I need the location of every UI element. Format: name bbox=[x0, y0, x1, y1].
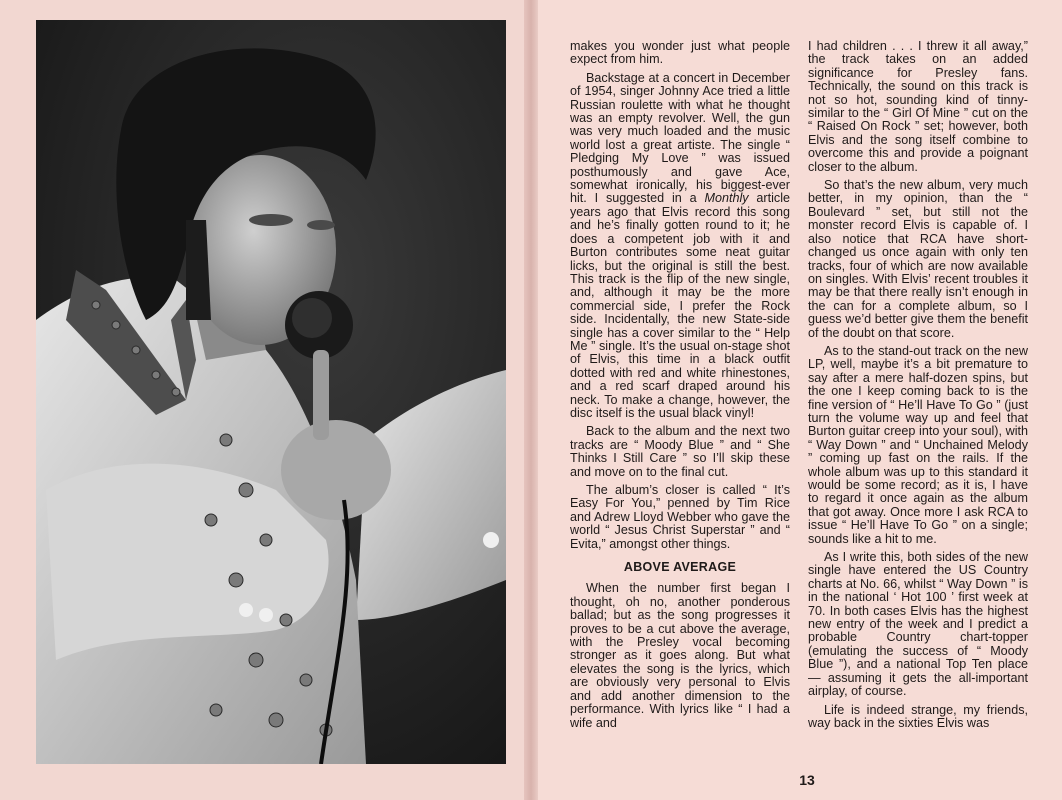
paragraph: makes you wonder just what people expect from him. bbox=[570, 39, 790, 67]
paragraph: Back to the album and the next two tracks are “ Moody Blue ” and “ She Thinks I Still Care ” so I’ll skip these and move on to the final cut. bbox=[570, 424, 790, 479]
paragraph: Life is indeed strange, my friends, way back in the sixties Elvis was bbox=[808, 702, 1028, 730]
text-column-1 bbox=[570, 40, 790, 730]
paragraph-text: Backstage at a concert in December of 1954, singer Johnny Ace tried a little Russian roulette with what he thought was an empty revolver. Well, the gun was very much loaded and the music world lost a great artiste. The single “ Pledging My Love ” was issued posthumously and gave Ace, somewhat ironically, his biggest-ever hit. I suggested in a bbox=[570, 70, 790, 206]
section-heading: ABOVE AVERAGE bbox=[623, 560, 737, 575]
emphasis-text: Monthly bbox=[704, 191, 749, 206]
paragraph-text: article years ago that Elvis record this song and he’s finally gotten round to it; he does a competent job with it and Burton contributes some neat guitar licks, but the original is still the best. This track is the flip of the new single, and, although it may be the more commercial side, I prefer the Rock side. Incidentally, the new State-side single has a cover similar to the “ Help Me ” single. It’s the usual on-stage shot of Elvis, this time in a black outfit dotted with red and white rhinestones, and a red scarf draped around his neck. To make a change, however, the disc itself is the usual black vinyl! bbox=[570, 191, 791, 420]
paragraph bbox=[570, 72, 790, 421]
left-page bbox=[0, 0, 528, 800]
page-number: 13 bbox=[799, 772, 815, 788]
binding-gutter bbox=[524, 0, 538, 800]
paragraph: As I write this, both sides of the new single have entered the US Country charts at No. 66, whilst “ Way Down ” is in the national ‘ Hot 100 ’ first week at 70. In both cases Elvis has the highest new entry of the week and I predict a probable Country chart-topper (emulating the success of “ Moody Blue ”), and a national Top Ten place — assuming it gets the all-important airplay, of course. bbox=[808, 550, 1028, 699]
elvis-photo-illustration bbox=[36, 20, 506, 764]
paragraph: I had children . . . I threw it all away,” the track takes on an added significance for Presley fans. Technically, the sound on this track is not so hot, sounding kind of tinny-similar to the “ Girl Of Mine ” cut on the “ Raised On Rock ” set; however, both Elvis and the song itself combine to overcome this and provide a poignant closer to the album. bbox=[808, 39, 1028, 174]
text-column-2 bbox=[808, 40, 1028, 730]
paragraph: As to the stand-out track on the new LP, well, maybe it’s a bit premature to say after a mere half-dozen spins, but the one I keep coming back to is the fine version of “ He’ll Have To Go ” (just turn the volume way up and feel that Burton guitar creep into your soul), with “ Way Down ” and “ Unchained Melody ” coming up fast on the rails. If the whole album was up to this standard it would be some record; as it is, I have to regard it once again as the album that got away. Once more I ask RCA to issue “ He’ll Have To Go ” on a single; sounds like a hit to me. bbox=[808, 343, 1028, 546]
paragraph: When the number first began I thought, oh no, another ponderous ballad; but as the song progresses it proves to be a cut above the average, with the Presley vocal becoming stronger as it goes along. But what elevates the song is the lyrics, which are obviously very personal to Elvis and add another dimension to the performance. With lyrics like “ I had a wife and bbox=[570, 581, 790, 730]
concert-photo bbox=[36, 20, 506, 764]
paragraph: The album’s closer is called “ It’s Easy For You,” penned by Tim Rice and Adrew Lloyd Webber who gave the world “ Jesus Christ Superstar ” and “ Evita,” amongst other things. bbox=[570, 483, 790, 551]
paragraph: So that’s the new album, very much better, in my opinion, than the “ Boulevard ” set, but still not the monster record Elvis is capable of. I also notice that RCA have short-changed us once again with only ten tracks, four of which are now available on singles. With Elvis’ recent troubles it may be that there really isn’t enough in the can for a complete album, so I guess we’d better give them the benefit of the doubt on that score. bbox=[808, 178, 1028, 340]
